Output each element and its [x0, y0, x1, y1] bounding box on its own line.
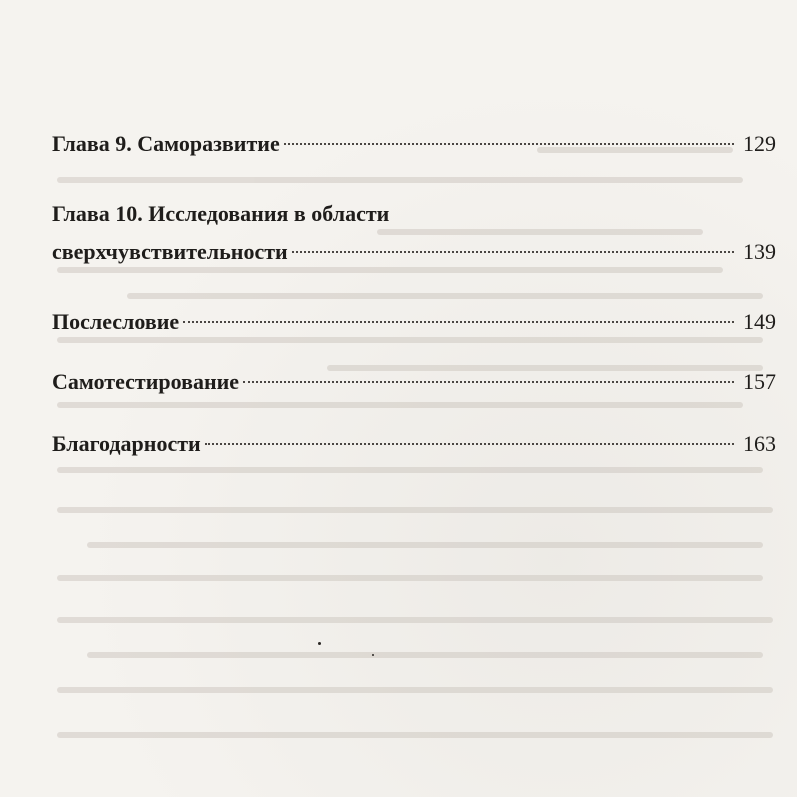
- chapter-number: Глава 9.: [52, 131, 132, 156]
- chapter-number: Глава 10.: [52, 201, 143, 226]
- chapter-title: Саморазвитие: [137, 131, 280, 156]
- page-number: 157: [743, 369, 776, 394]
- section-title: Послесловие: [52, 309, 180, 334]
- toc-entry-chapter-9[interactable]: [52, 128, 776, 160]
- toc-entry-acknowledgements[interactable]: [52, 428, 776, 460]
- section-title: Самотестирование: [52, 369, 240, 394]
- dot-leader: [183, 321, 734, 323]
- page-number: 163: [743, 431, 776, 456]
- paper-speck: [372, 654, 374, 656]
- toc-entry-chapter-10[interactable]: [52, 198, 776, 268]
- dot-leader: [205, 443, 734, 445]
- chapter-title-line-2: сверхчувствительности: [52, 239, 288, 264]
- page-number: 129: [743, 131, 776, 156]
- dot-leader: [284, 143, 734, 145]
- page-number: 149: [743, 309, 776, 334]
- section-title: Благодарности: [52, 431, 201, 456]
- paper-speck: [318, 642, 321, 645]
- chapter-title-line-1: Исследования в области: [148, 201, 390, 226]
- page-number: 139: [743, 239, 776, 264]
- toc-entry-self-test[interactable]: [52, 366, 776, 398]
- dot-leader: [243, 381, 734, 383]
- toc-entry-afterword[interactable]: [52, 306, 776, 338]
- dot-leader: [292, 251, 734, 253]
